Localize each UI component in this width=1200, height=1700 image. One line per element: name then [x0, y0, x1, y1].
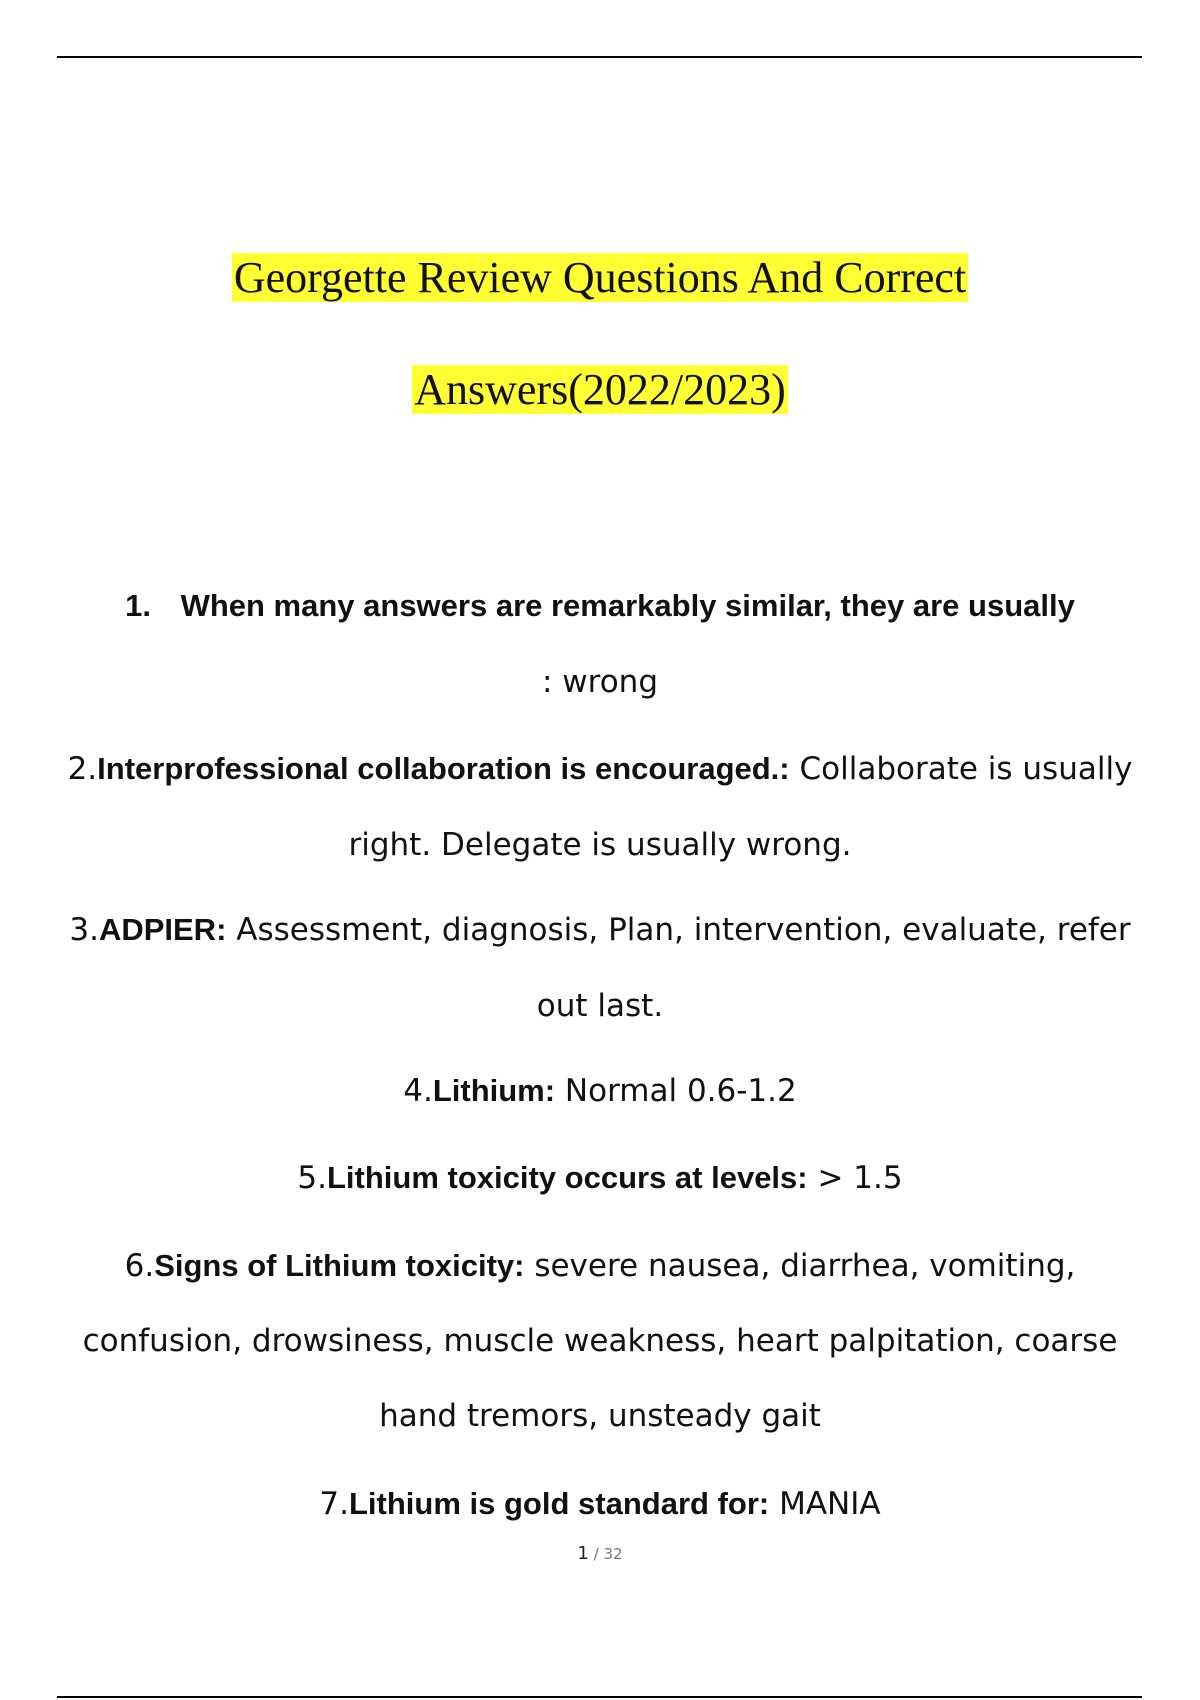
item-7-number: 7.: [319, 1486, 349, 1522]
item-6-question-line: [0, 1246, 1200, 1286]
item-4-question: Lithium:: [432, 1073, 556, 1108]
item-6-answer-part-2: confusion, drowsiness, muscle weakness, heart palpitation, coarse: [82, 1323, 1118, 1359]
item-3-question-line: [0, 910, 1200, 950]
page-current: 1: [577, 1543, 589, 1564]
item-1-question-line: [0, 586, 1200, 626]
item-3-answer-part-2: out last.: [536, 988, 664, 1024]
item-3-answer-line: [0, 986, 1200, 1026]
item-4-number: 4.: [403, 1073, 433, 1109]
item-1-answer-line: [0, 662, 1200, 702]
item-6-answer-part-3: hand tremors, unsteady gait: [379, 1398, 821, 1434]
item-3-number: 3.: [69, 912, 99, 948]
document-title-text-1: Georgette Review Questions And Correct: [233, 253, 967, 302]
item-6-question: Signs of Lithium toxicity:: [154, 1248, 525, 1283]
page-number: [0, 1543, 1200, 1564]
item-3-answer-part-1: Assessment, diagnosis, Plan, intervention, evaluate, refer: [226, 912, 1131, 948]
item-4-answer: Normal 0.6-1.2: [555, 1073, 797, 1109]
item-7-question: Lithium is gold standard for:: [349, 1486, 770, 1521]
item-6-number: 6.: [124, 1248, 155, 1284]
item-7-line: [0, 1484, 1200, 1524]
item-5-line: [0, 1158, 1200, 1198]
page-total: / 32: [588, 1545, 623, 1563]
item-1-answer: : wrong: [541, 664, 658, 700]
item-3-question: ADPIER:: [98, 912, 227, 947]
item-6-answer-line-3: [0, 1396, 1200, 1436]
item-1-number: 1.: [125, 588, 151, 623]
item-5-answer: > 1.5: [807, 1160, 903, 1196]
document-title-text-2: Answers(2022/2023): [414, 365, 786, 414]
item-6-answer-part-1: severe nausea, diarrhea, vomiting,: [524, 1248, 1076, 1284]
document-title-line-2: [0, 362, 1200, 418]
item-2-answer-part-1: Collaborate is usually: [789, 751, 1133, 787]
item-1-question: When many answers are remarkably similar, they are usually: [180, 588, 1075, 623]
item-6-answer-line-2: [0, 1321, 1200, 1361]
item-2-question-line: [0, 749, 1200, 789]
item-5-question: Lithium toxicity occurs at levels:: [326, 1160, 808, 1195]
item-2-number: 2.: [67, 751, 98, 787]
item-2-answer-line: [0, 825, 1200, 865]
item-5-number: 5.: [297, 1160, 327, 1196]
top-rule: [57, 56, 1142, 58]
document-title-line-1: [0, 250, 1200, 306]
bottom-rule: [57, 1696, 1142, 1698]
item-2-question: Interprofessional collaboration is encouraged.:: [97, 751, 790, 786]
item-2-answer-part-2: right. Delegate is usually wrong.: [348, 827, 852, 863]
item-4-line: [0, 1071, 1200, 1111]
item-7-answer: MANIA: [769, 1486, 881, 1522]
